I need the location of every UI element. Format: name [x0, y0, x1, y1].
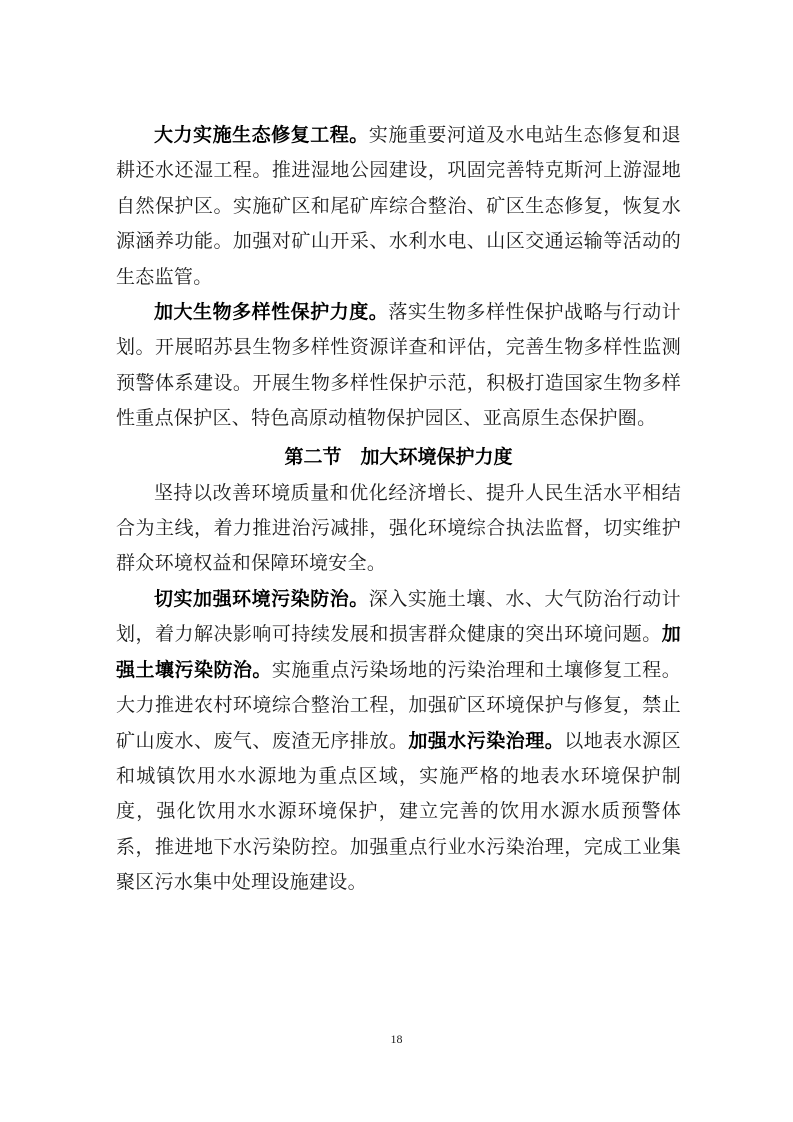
paragraph-text: 实施重点污染场地的污染治理和土壤修复工程。大力推进农村环境综合整治工程，加强矿区环境保护与修复，禁止矿山废水、废气、废渣无序排放。 [116, 658, 681, 752]
paragraph-ecological-restoration [116, 118, 681, 295]
paragraph-text: 深入实施土壤、水、大气防治行动计划，着力解决影响可持续发展和损害群众健康的突出环境问题。 [116, 587, 681, 646]
paragraph-intro: 坚持以改善环境质量和优化经济增长、提升人民生活水平相结合为主线，着力推进治污减排，强化环境综合执法监督，切实维护群众环境权益和保障环境安全。 [116, 481, 681, 575]
paragraph-text: 以地表水源区和城镇饮用水水源地为重点区域，实施严格的地表水环境保护制度，强化饮用水水源环境保护，建立完善的饮用水源水质预警体系，推进地下水污染防控。加强重点行业水污染治理，完成工业集聚区污水集中处理设施建设。 [116, 729, 681, 894]
paragraph-lead: 大力实施生态修复工程。 [154, 124, 369, 146]
paragraph-text: 落实生物多样性保护战略与行动计划。开展昭苏县生物多样性资源详查和评估，完善生物多样性监测预警体系建设。开展生物多样性保护示范，积极打造国家生物多样性重点保护区、特色高原动植物保护园区、亚高原生态保护圈。 [116, 301, 681, 430]
paragraph-text: 实施重要河道及水电站生态修复和退耕还水还湿工程。推进湿地公园建设，巩固完善特克斯河上游湿地自然保护区。实施矿区和尾矿库综合整治、矿区生态修复，恢复水源涵养功能。加强对矿山开采、水利水电、山区交通运输等活动的生态监管。 [116, 124, 681, 288]
section-heading: 第二节 加大环境保护力度 [284, 445, 513, 468]
page-number: 18 [390, 1032, 403, 1046]
paragraph-lead: 加大生物多样性保护力度。 [154, 301, 389, 324]
paragraph-sublead-water: 加强水污染治理。 [408, 729, 565, 752]
document-body [116, 118, 681, 901]
paragraph-sublead-soil: 加强土壤污染防治。 [116, 623, 681, 681]
paragraph-lead: 切实加强环境污染防治。 [154, 587, 369, 610]
paragraph-pollution-control [116, 582, 681, 901]
paragraph-biodiversity [116, 295, 681, 437]
